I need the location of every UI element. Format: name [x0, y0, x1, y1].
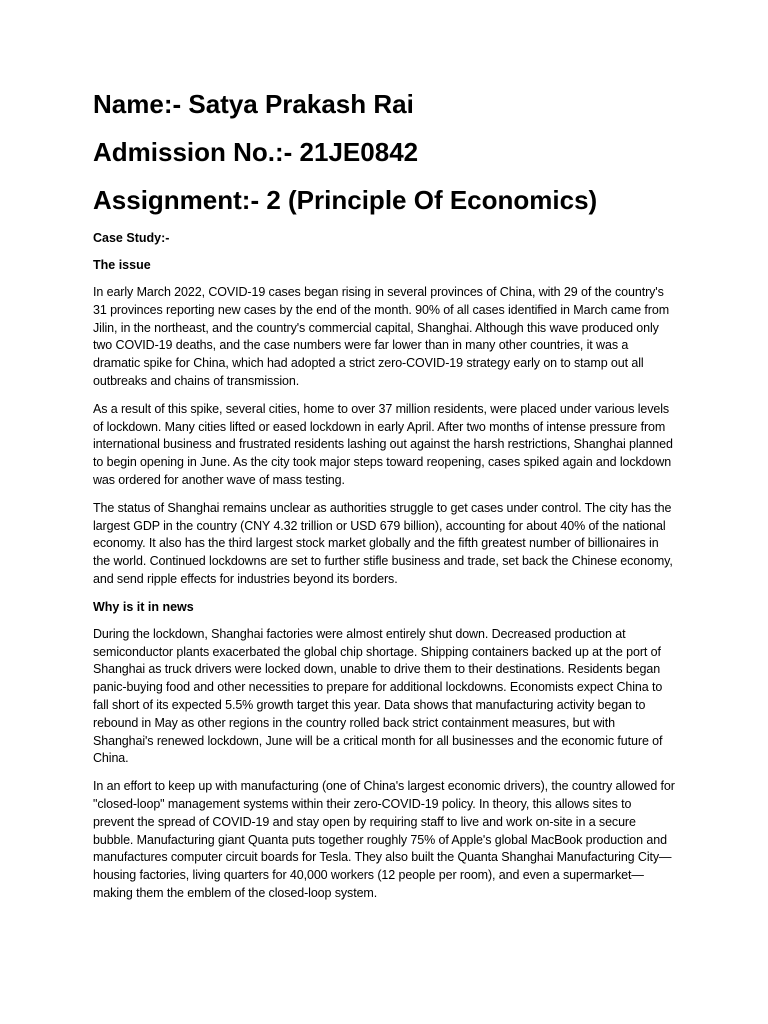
case-study-label: Case Study:-: [93, 231, 170, 245]
issue-paragraph-2: As a result of this spike, several cities, home to over 37 million residents, were placed under various levels of lockdown. Many cities lifted or eased lockdown in early April. After two months of intense pressure from international business and frustrated residents lashing out against the harsh restrictions, Shanghai planned to begin opening in June. As the city took major steps toward reopening, cases spiked again and lockdown was ordered for another wave of mass testing.: [93, 401, 673, 487]
document-page: [93, 88, 675, 913]
admission-number-heading: Admission No.:- 21JE0842: [93, 137, 419, 167]
assignment-heading: Assignment:- 2 (Principle Of Economics): [93, 185, 598, 215]
student-name-heading: Name:- Satya Prakash Rai: [93, 89, 414, 119]
issue-label: The issue: [93, 258, 151, 272]
issue-paragraph-1: In early March 2022, COVID-19 cases began rising in several provinces of China, with 29 of the country's 31 provinces reporting new cases by the end of the month. 90% of all cases identified in March came from Jilin, in the northeast, and the country's commercial capital, Shanghai. Although this wave produced only two COVID-19 deaths, and the case numbers were far lower than in many other countries, it was a dramatic spike for China, which had adopted a strict zero-COVID-19 strategy early on to stamp out all outbreaks and chains of transmission.: [93, 285, 670, 388]
issue-paragraph-3: The status of Shanghai remains unclear as authorities struggle to get cases under control. The city has the largest GDP in the country (CNY 4.32 trillion or USD 679 billion), accounting for about 40% of the national economy. It also has the third largest stock market globally and the fifth greatest number of billionaires in the world. Continued lockdowns are set to further stifle business and trade, set back the Chinese economy, and send ripple effects for industries beyond its borders.: [93, 500, 673, 586]
news-label: Why is it in news: [93, 599, 194, 614]
news-paragraph-2: In an effort to keep up with manufacturing (one of China's largest economic drivers), the country allowed for "closed-loop" management systems within their zero-COVID-19 policy. In theory, this allows sites to prevent the spread of COVID-19 and stay open by requiring staff to live and work on-site in a secure bubble. Manufacturing giant Quanta puts together roughly 75% of Apple's global MacBook production and manufactures computer circuit boards for Tesla. They also built the Quanta Shanghai Manufacturing City—housing factories, living quarters for 40,000 workers (12 people per room), and even a supermarket—making them the emblem of the closed-loop system.: [93, 779, 675, 900]
news-paragraph-1: During the lockdown, Shanghai factories were almost entirely shut down. Decreased production at semiconductor plants exacerbated the global chip shortage. Shipping containers backed up at the port of Shanghai as truck drivers were locked down, unable to drive them to their destinations. Residents began panic-buying food and other necessities to prepare for additional lockdowns. Economists expect China to fall short of its expected 5.5% growth target this year. Data shows that manufacturing activity began to rebound in May as other regions in the country rolled back strict containment measures, but with Shanghai's renewed lockdown, June will be a critical month for all businesses and the economic future of China.: [93, 626, 663, 766]
